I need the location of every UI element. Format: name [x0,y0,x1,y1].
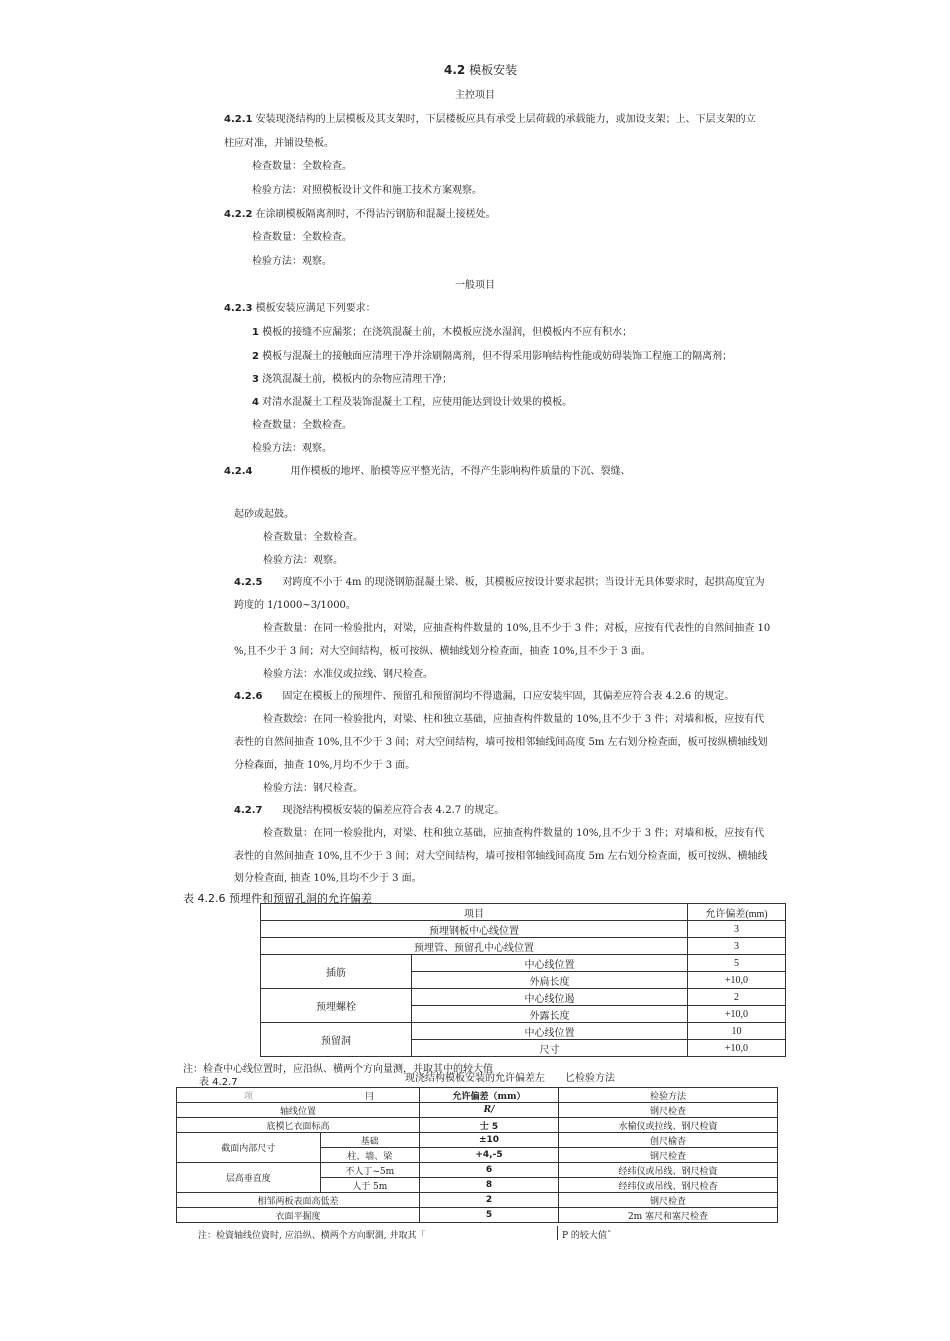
page-title: 4.2 模板安装 [444,63,518,77]
table-cell: 中心线位置 [412,955,688,972]
header-cell: 项目 [261,904,688,921]
item-4-2-2: 4.2.2 在涂刷模板隔离剂时，不得沾污钢筋和混凝土接槎处。 [224,209,496,220]
item-4-2-3-qty: 检查数量：全数检查。 [252,420,352,431]
item-4-2-2-qty: 检查数量：全数检查。 [252,232,352,243]
header-cell: 冃 [320,1088,420,1103]
table-4-2-7 [176,1087,778,1223]
table-cell: 中心线位置 [412,1023,688,1040]
item-4-2-6-qty1: 检查数绘：在同一检验批内，对梁、柱和独立基础，应抽查构件数量的 10%,且不少于 3 件；对墙和板，应按有代 [263,714,765,725]
header-cell: 允许偏差(mm) [687,904,785,921]
table-cell: 经纬仪或吊线、钢尺检杳 [559,1178,778,1193]
table-row [177,1193,778,1208]
table-cell: ±10 [420,1133,559,1148]
table-4-2-7-caption-method: 匕检验方法 [565,1073,615,1084]
table-row [261,989,786,1006]
table-cell: 相邹两板表面高低差 [177,1193,420,1208]
item-4-2-5-qty2: %,且不少于 3 间；对大空间结构，板可按纵、横轴线划分检查面，抽查 10%,且不少于 3 面。 [234,646,651,657]
table-cell: 轴线位置 [177,1103,420,1118]
table-4-2-7-caption: 现浇结构模板安装的允许偏差左 [405,1073,545,1084]
item-4-2-3: 4.2.3 模板安装应满足下列要求： [224,303,376,314]
table-cell: 10 [687,1023,785,1040]
table-cell: 2m 塞尺和塞尺检查 [559,1208,778,1223]
item-4-2-6-method: 检验方法：钢尺检查。 [263,783,363,794]
table-cell: 经纬仪或吊线、钢尺检資 [559,1163,778,1178]
table-cell: 3 [687,938,785,955]
item-4-2-4-qty: 检查数量：全数检查。 [263,532,363,543]
item-4-2-6: 4.2.6 固定在模板上的预埋件、预留孔和预留洞均不得遗漏，口应安装牢固，其偏差应符合表 4.2.6 的规定。 [234,691,735,702]
item-4-2-5-method: 检验方法：水准仪或拉线、钢尺检查。 [263,669,433,680]
item-4-2-3-sub-3: 3 浇筑混凝土前，模板内的杂物应清理干净； [252,374,453,385]
header-cell: 项 [177,1088,321,1103]
table-cell: 底模匕衣面标高 [177,1118,420,1133]
table-row [261,955,786,972]
item-4-2-1-method: 检验方法：对照模板设计文件和施工技术方案观察。 [252,185,482,196]
table-cell: 不人丁~5m [320,1163,420,1178]
table-cell: 截面内部尺寸 [177,1133,321,1163]
item-4-2-1-cont: 柱应对准，并铺设垫板。 [224,138,334,149]
table-cell: 预埋管、预留孔中心线位置 [261,938,688,955]
section-main-heading: 主控项目 [455,90,495,101]
table-cell: 衣面平掘度 [177,1208,420,1223]
table-cell: 人于 5m [320,1178,420,1193]
table-cell: 8 [420,1178,559,1193]
table-cell: 中心线位遏 [412,989,688,1006]
table-row [261,1023,786,1040]
table-cell: 层高垂直度 [177,1163,321,1193]
item-4-2-5-cont: 跨度的 1/1000~3/1000。 [234,600,356,611]
item-4-2-2-method: 检验方法：观察。 [252,256,332,267]
table-cell: 3 [687,921,785,938]
item-4-2-1: 4.2.1 安装现浇结构的上层模板及其支架时，下层楼板应具有承受上层荷载的承载能力，或加设支架；上、下层支架的立 [224,114,756,125]
table-cell: 钢尺检査 [559,1148,778,1163]
table-cell: 6 [420,1163,559,1178]
table-4-2-6 [260,903,786,1057]
table-cell: 插筋 [261,955,412,989]
table-cell: +4,-5 [420,1148,559,1163]
table-cell: 柱、墙、梁 [320,1148,420,1163]
table-row [177,1163,778,1178]
table-cell: R/ [420,1103,559,1118]
table-cell: 预埋螺栓 [261,989,412,1023]
table-cell: +10,0 [687,972,785,989]
table-row [177,1133,778,1148]
table-row [261,938,786,955]
item-4-2-4-method: 检验方法：观察。 [263,555,343,566]
header-cell: 检验方法 [559,1088,778,1103]
table-4-2-6-note: 注：检查中心线位置时，应沿纵、横两个方向量测，并取其中的较大值 [183,1064,493,1075]
table-row [177,1103,778,1118]
item-4-2-5-qty1: 检查数量：在同一检验批内，对梁，应抽查构件数量的 10%,且不少于 3 件；对板，应按有代表性的自然间抽查 10 [263,623,771,634]
table-row [177,1118,778,1133]
table-divider [557,1226,558,1240]
item-4-2-6-qty3: 分检森面，抽查 10%,月均不少于 3 面。 [234,760,416,771]
table-cell: 水榆仪或拉线、钢尺检資 [559,1118,778,1133]
table-row [261,904,786,921]
table-cell: 外扃长度 [412,972,688,989]
table-cell: 钢尺检查 [559,1103,778,1118]
item-4-2-5: 4.2.5 对跨度不小于 4m 的现浇钢筋混凝土梁、板，其模板应按设计要求起拱；当设计无具体要求时，起拱高度宜为 [234,577,765,588]
item-4-2-1-qty: 检查数量：全数检查。 [252,161,352,172]
table-cell: 创尺榆杳 [559,1133,778,1148]
table-4-2-6-caption: 表 4.2.6 预埋件和预留孔洞的允许偏差 [183,892,372,905]
item-4-2-3-sub-2: 2 模板与混凝土的接触面应清理干净并涂刷隔离剂，但不得采用影响结构性能或妨碍装饰工程施工的隔离剂； [252,351,733,362]
item-4-2-3-sub-4: 4 对清水混凝土工程及装饰混凝土工程，应使用能达到设计效果的模板。 [252,397,573,408]
table-cell: 预留洞 [261,1023,412,1057]
item-4-2-3-sub-1: 1 模板的接缝不应漏浆；在浇筑混凝土前，木模板应浇水湿润，但模板内不应有积水； [252,327,633,338]
item-4-2-3-method: 检验方法：观察。 [252,443,332,454]
item-4-2-7: 4.2.7 现浇结构模板安装的偏差应符合表 4.2.7 的规定。 [234,805,505,816]
table-cell: +10,0 [687,1006,785,1023]
table-cell: +10,0 [687,1040,785,1057]
table-cell: 钢尺检査 [559,1193,778,1208]
table-cell: 5 [687,955,785,972]
table-4-2-7-note: 注：检資轴线位資时, 应沿纵、横两个方向駅測, 并取其「 [198,1231,426,1241]
table-cell: 2 [420,1193,559,1208]
item-4-2-4: 4.2.4 用作模板的地坪、胎模等应平整光洁，不得产生影响构件质量的下沉、裂缝、 [224,466,631,477]
header-cell: 允许偏差（mm） [420,1088,559,1103]
table-cell: 士 5 [420,1118,559,1133]
table-cell: 外露长度 [412,1006,688,1023]
item-4-2-4-cont: 起砂或起鼓。 [234,509,294,520]
item-4-2-7-qty3: 划分检查面, 抽查 10%,且均不少于 3 面。 [234,873,422,884]
table-cell: 2 [687,989,785,1006]
table-row [261,921,786,938]
table-cell: 基础 [320,1133,420,1148]
table-cell: 尺寸 [412,1040,688,1057]
item-4-2-7-qty1: 检查数量：在同一检验批内，对梁、柱和独立基础，应抽查构件数量的 10%,且不少于 3 件；对墙和板，应按有代 [263,828,765,839]
table-cell: 5 [420,1208,559,1223]
table-cell: 预埋钢板中心线位置 [261,921,688,938]
item-4-2-7-qty2: 表性的自然间抽查 10%,且不少于 3 间；对大空间结构，墙可按相邻轴线间高度 5m 左右划分检查面，板可按纵、横轴线 [234,851,768,862]
table-row [177,1208,778,1223]
table-4-2-7-note-cont: P 的较大值ˆ [562,1231,612,1241]
table-4-2-7-label: 表 4.2.7 [199,1077,238,1088]
section-general-heading: 一般项目 [455,280,495,291]
table-row [177,1088,778,1103]
item-4-2-6-qty2: 表性的自然间抽查 10%,且不少于 3 间；对大空间结构，墙可按相邻轴线间高度 5m 左右划分检查面，板可按纵横轴线划 [234,737,768,748]
